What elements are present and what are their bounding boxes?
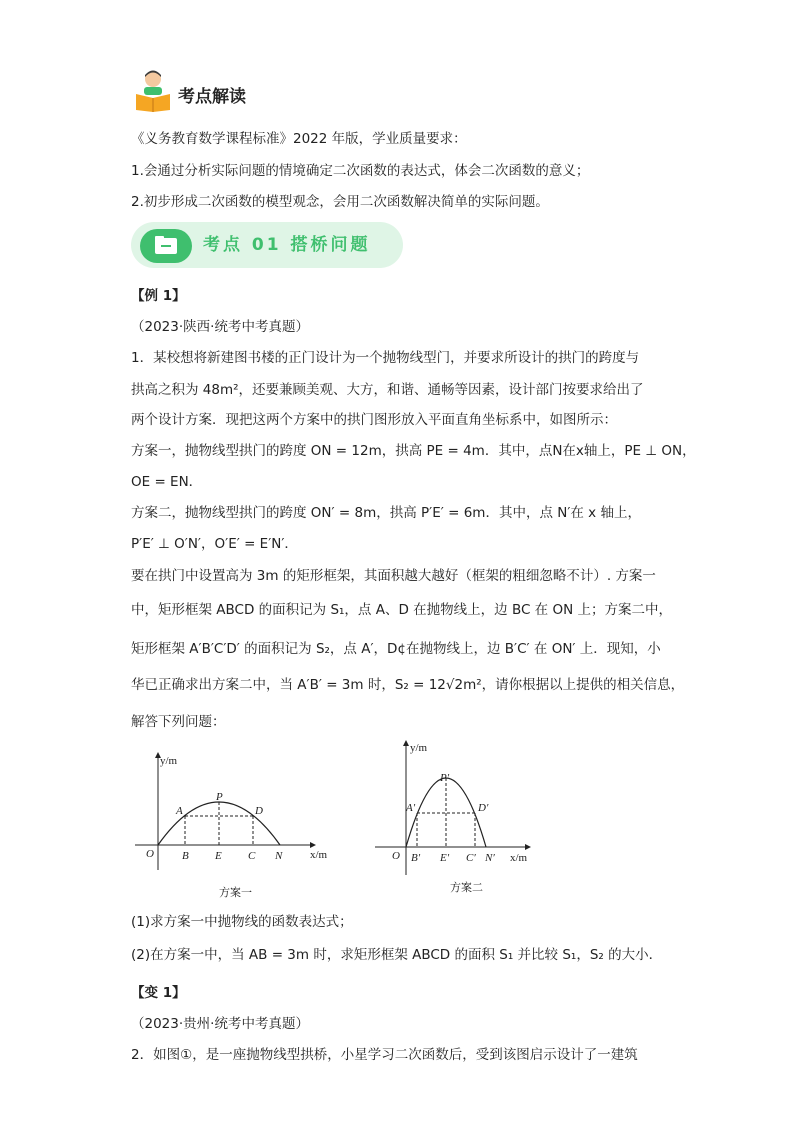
problem-text: 矩形框架 A′B′C′D′ 的面积记为 S₂，点 A′，D¢在抛物线上，边 B′C′ 在 ON′ 上．现知，小 [131,641,661,657]
figure-plan-1 [130,745,340,900]
point-label: D [255,805,263,817]
origin-label: O [392,850,400,862]
variant-source: （2023·贵州·统考中考真题） [131,1016,309,1032]
section-title: 考点 01 搭桥问题 [203,235,371,255]
problem-text: 要在拱门中设置高为 3m 的矩形框架，其面积越大越好（框架的粗细忽略不计）. 方案一 [131,568,656,584]
point-label: N′ [485,852,495,864]
example-label: 【例 1】 [131,288,186,304]
point-label: P′ [440,772,450,784]
reading-student-icon [133,68,173,112]
standard-line: 《义务教育数学课程标准》2022 年版，学业质量要求： [131,131,467,147]
problem-text: 两个设计方案．现把这两个方案中的拱门图形放入平面直角坐标系中，如图所示： [131,412,617,428]
question-2: (2)在方案一中，当 AB = 3m 时，求矩形框架 ABCD 的面积 S₁ 并比较 S₁，S₂ 的大小． [131,947,663,963]
point-label: D′ [478,802,489,814]
problem-text: 解答下列问题： [131,714,226,730]
y-axis-label: y/m [160,755,178,767]
problem-text: OE = EN． [131,474,203,490]
problem-text: P′E′ ⊥ O′N′，O′E′ = E′N′． [131,536,298,552]
problem-text: 中，矩形框架 ABCD 的面积记为 S₁，点 A、D 在抛物线上，边 BC 在 ON 上；方案二中， [131,602,672,618]
point-label: A′ [406,802,416,814]
point-label: N [275,850,283,862]
folder-icon [140,229,192,263]
point-label: E [215,850,222,862]
example-source: （2023·陕西·统考中考真题） [131,319,309,335]
figure-caption: 方案一 [219,886,252,899]
problem-text: 拱高之积为 48m²，还要兼顾美观、大方，和谐、通畅等因素，设计部门按要求给出了 [131,382,644,398]
y-axis-label: y/m [410,742,428,754]
x-axis-label: x/m [310,849,328,861]
requirement-1: 1.会通过分析实际问题的情境确定二次函数的表达式，体会二次函数的意义； [131,163,590,179]
question-1: (1)求方案一中抛物线的函数表达式； [131,914,353,930]
point-label: A [176,805,183,817]
origin-label: O [146,848,154,860]
point-label: E′ [440,852,450,864]
problem-text: 2．如图①，是一座抛物线型拱桥，小星学习二次函数后，受到该图启示设计了一建筑 [131,1047,638,1063]
requirement-2: 2.初步形成二次函数的模型观念，会用二次函数解决简单的实际问题。 [131,194,549,210]
section-header-title: 考点解读 [178,87,246,107]
point-label: B [182,850,189,862]
problem-text: 方案一，抛物线型拱门的跨度 ON = 12m，拱高 PE = 4m．其中，点N在x轴上，PE ⊥ ON， [131,443,696,459]
figure-caption: 方案二 [450,881,483,894]
variant-label: 【变 1】 [131,985,186,1001]
problem-text: 1．某校想将新建图书楼的正门设计为一个抛物线型门，并要求所设计的拱门的跨度与 [131,350,640,366]
problem-text: 方案二，抛物线型拱门的跨度 ON′ = 8m，拱高 P′E′ = 6m．其中，点 N′在 x 轴上， [131,505,641,521]
point-label: C [248,850,256,862]
point-label: B′ [411,852,421,864]
point-label: C′ [466,852,476,864]
x-axis-label: x/m [510,852,528,864]
problem-text: 华已正确求出方案二中，当 A′B′ = 3m 时，S₂ = 12√2m²，请你根据以上提供的相关信息， [131,677,685,693]
figure-plan-2 [370,735,540,895]
point-label: P [216,791,223,803]
